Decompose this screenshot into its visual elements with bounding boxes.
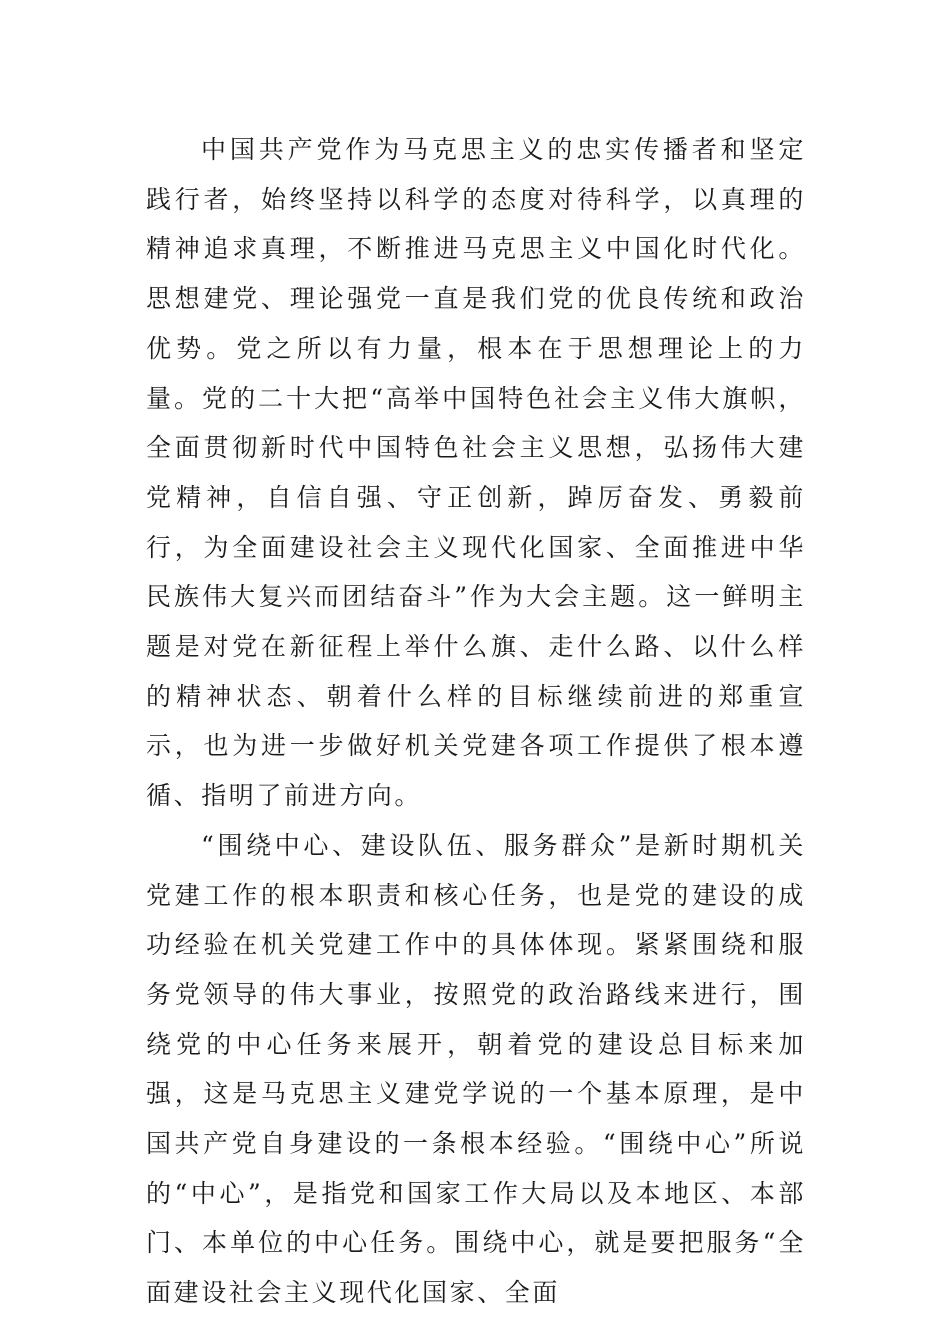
document-body bbox=[146, 125, 806, 1318]
paragraph-2: “围绕中心、建设队伍、服务群众”是新时期机关党建工作的根本职责和核心任务，也是党的建设的成功经验在机关党建工作中的具体体现。紧紧围绕和服务党领导的伟大事业，按照党的政治路线来进行，围绕党的中心任务来展开，朝着党的建设总目标来加强，这是马克思主义建党学说的一个基本原理，是中国共产党自身建设的一条根本经验。“围绕中心”所说的“中心”，是指党和国家工作大局以及本地区、本部门、本单位的中心任务。围绕中心，就是要把服务“全面建设社会主义现代化国家、全面 bbox=[146, 830, 806, 1308]
paragraph-1: 中国共产党作为马克思主义的忠实传播者和坚定践行者，始终坚持以科学的态度对待科学，以真理的精神追求真理，不断推进马克思主义中国化时代化。思想建党、理论强党一直是我们党的优良传统和政治优势。党之所以有力量，根本在于思想理论上的力量。党的二十大把“高举中国特色社会主义伟大旗帜，全面贯彻新时代中国特色社会主义思想，弘扬伟大建党精神，自信自强、守正创新，踔厉奋发、勇毅前行，为全面建设社会主义现代化国家、全面推进中华民族伟大复兴而团结奋斗”作为大会主题。这一鲜明主题是对党在新征程上举什么旗、走什么路、以什么样的精神状态、朝着什么样的目标继续前进的郑重宣示，也为进一步做好机关党建各项工作提供了根本遵循、指明了前进方向。 bbox=[146, 135, 806, 811]
